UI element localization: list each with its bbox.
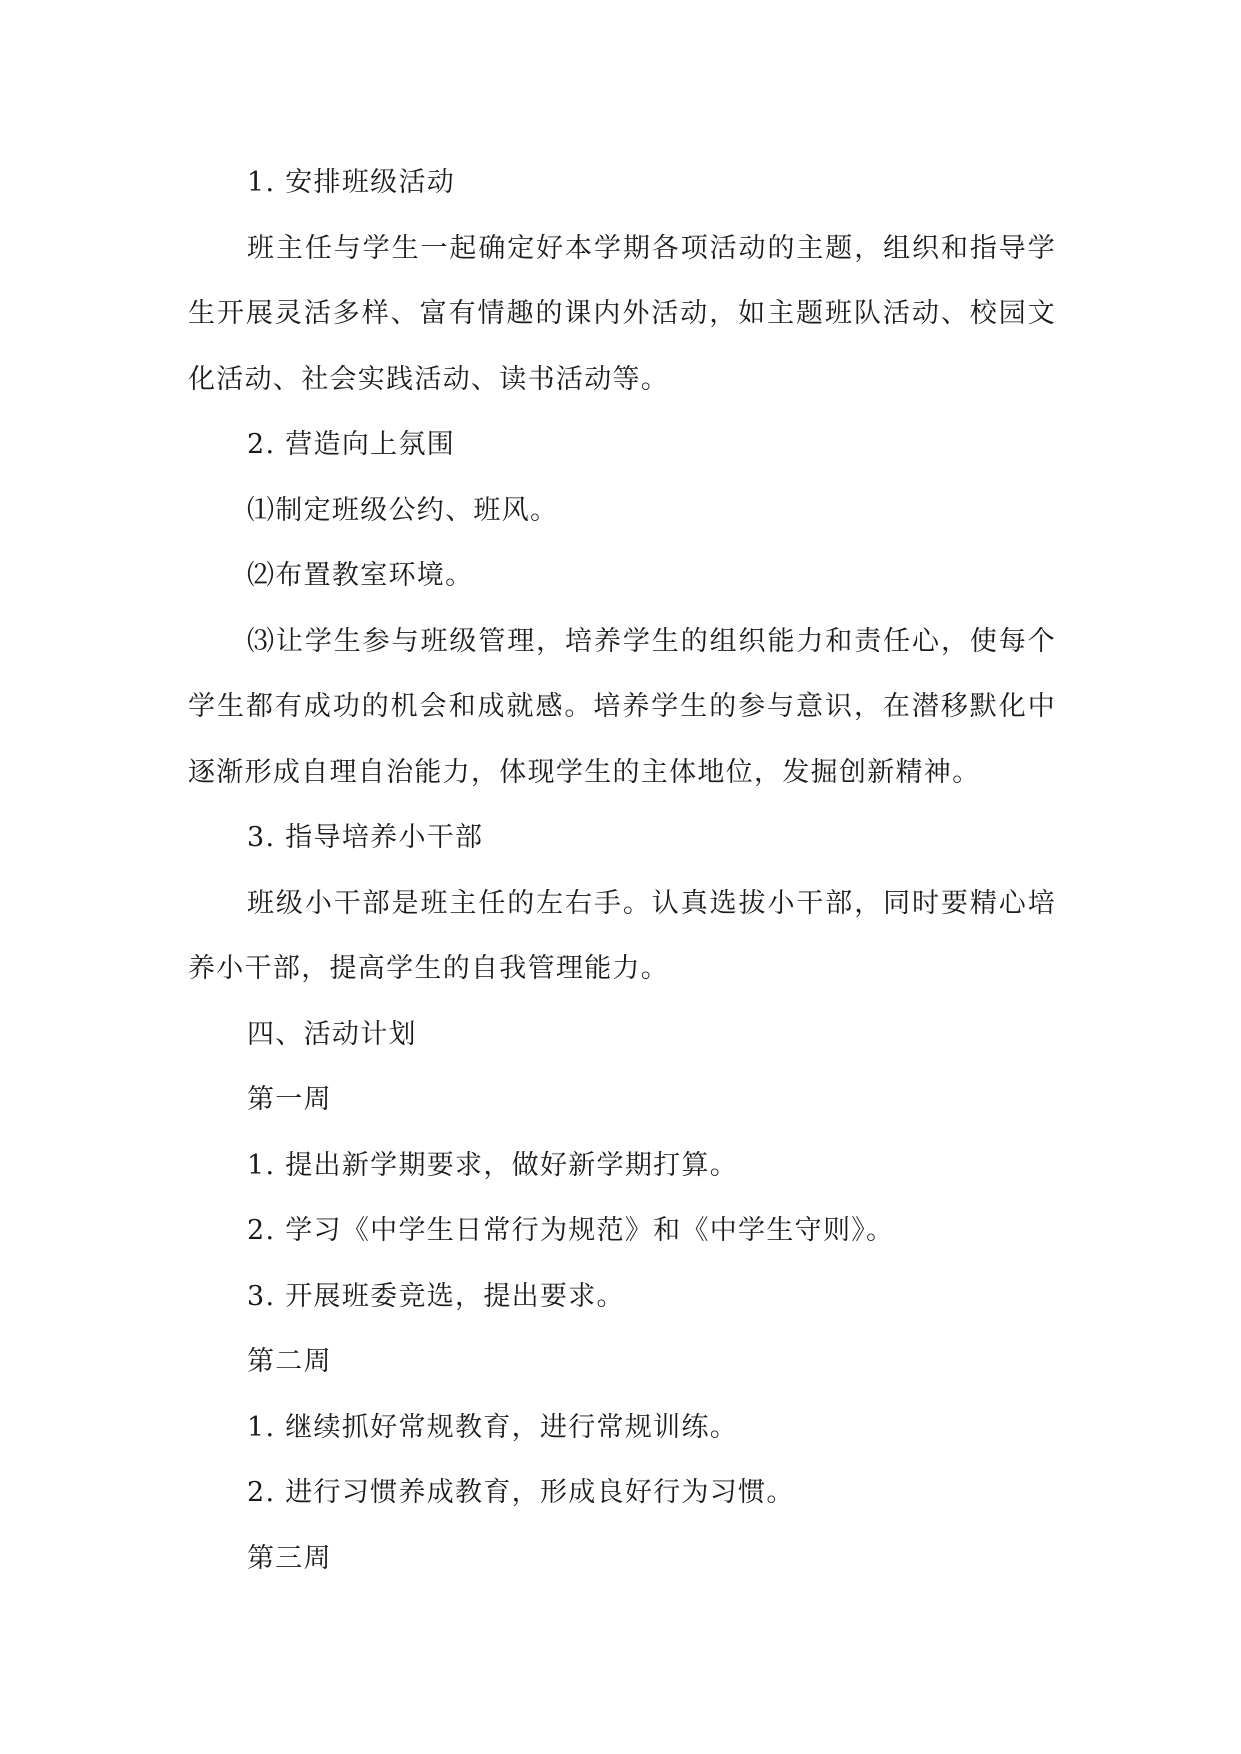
list-item-week2-2: 2. 进行习惯养成教育，形成良好行为习惯。	[247, 1477, 795, 1508]
week-heading-2: 第二周	[247, 1346, 332, 1377]
list-item-week1-3: 3. 开展班委竞选，提出要求。	[247, 1280, 625, 1312]
document-page	[188, 150, 1056, 1591]
list-item-week2-1: 1. 继续抓好常规教育，进行常规训练。	[247, 1411, 739, 1443]
section-heading-atmosphere: 2. 营造向上氛围	[247, 429, 456, 460]
list-item-week1-2: 2. 学习《中学生日常行为规范》和《中学生守则》。	[247, 1215, 895, 1246]
section-heading-class-cadres: 3. 指导培养小干部	[247, 822, 484, 853]
paragraph-class-activities: 班主任与学生一起确定好本学期各项活动的主题，组织和指导学生开展灵活多样、富有情趣的课内外活动，如主题班队活动、校园文化活动、社会实践活动、读书活动等。	[188, 232, 1056, 395]
list-item-classroom-environment: ⑵布置教室环境。	[247, 560, 474, 591]
week-heading-3: 第三周	[247, 1542, 332, 1574]
section-heading-class-activities: 1. 安排班级活动	[247, 167, 456, 198]
list-item-class-rules: ⑴制定班级公约、班风。	[247, 494, 559, 526]
week-heading-1: 第一周	[247, 1084, 332, 1115]
list-item-class-management: ⑶让学生参与班级管理，培养学生的组织能力和责任心，使每个学生都有成功的机会和成就感。培养学生的参与意识，在潜移默化中逐渐形成自理自治能力，体现学生的主体地位，发掘创新精神。	[188, 625, 1056, 788]
list-item-week1-1: 1. 提出新学期要求，做好新学期打算。	[247, 1149, 739, 1181]
paragraph-class-cadres: 班级小干部是班主任的左右手。认真选拔小干部，同时要精心培养小干部，提高学生的自我管理能力。	[188, 887, 1056, 984]
section-heading-activity-plan: 四、活动计划	[247, 1018, 417, 1050]
